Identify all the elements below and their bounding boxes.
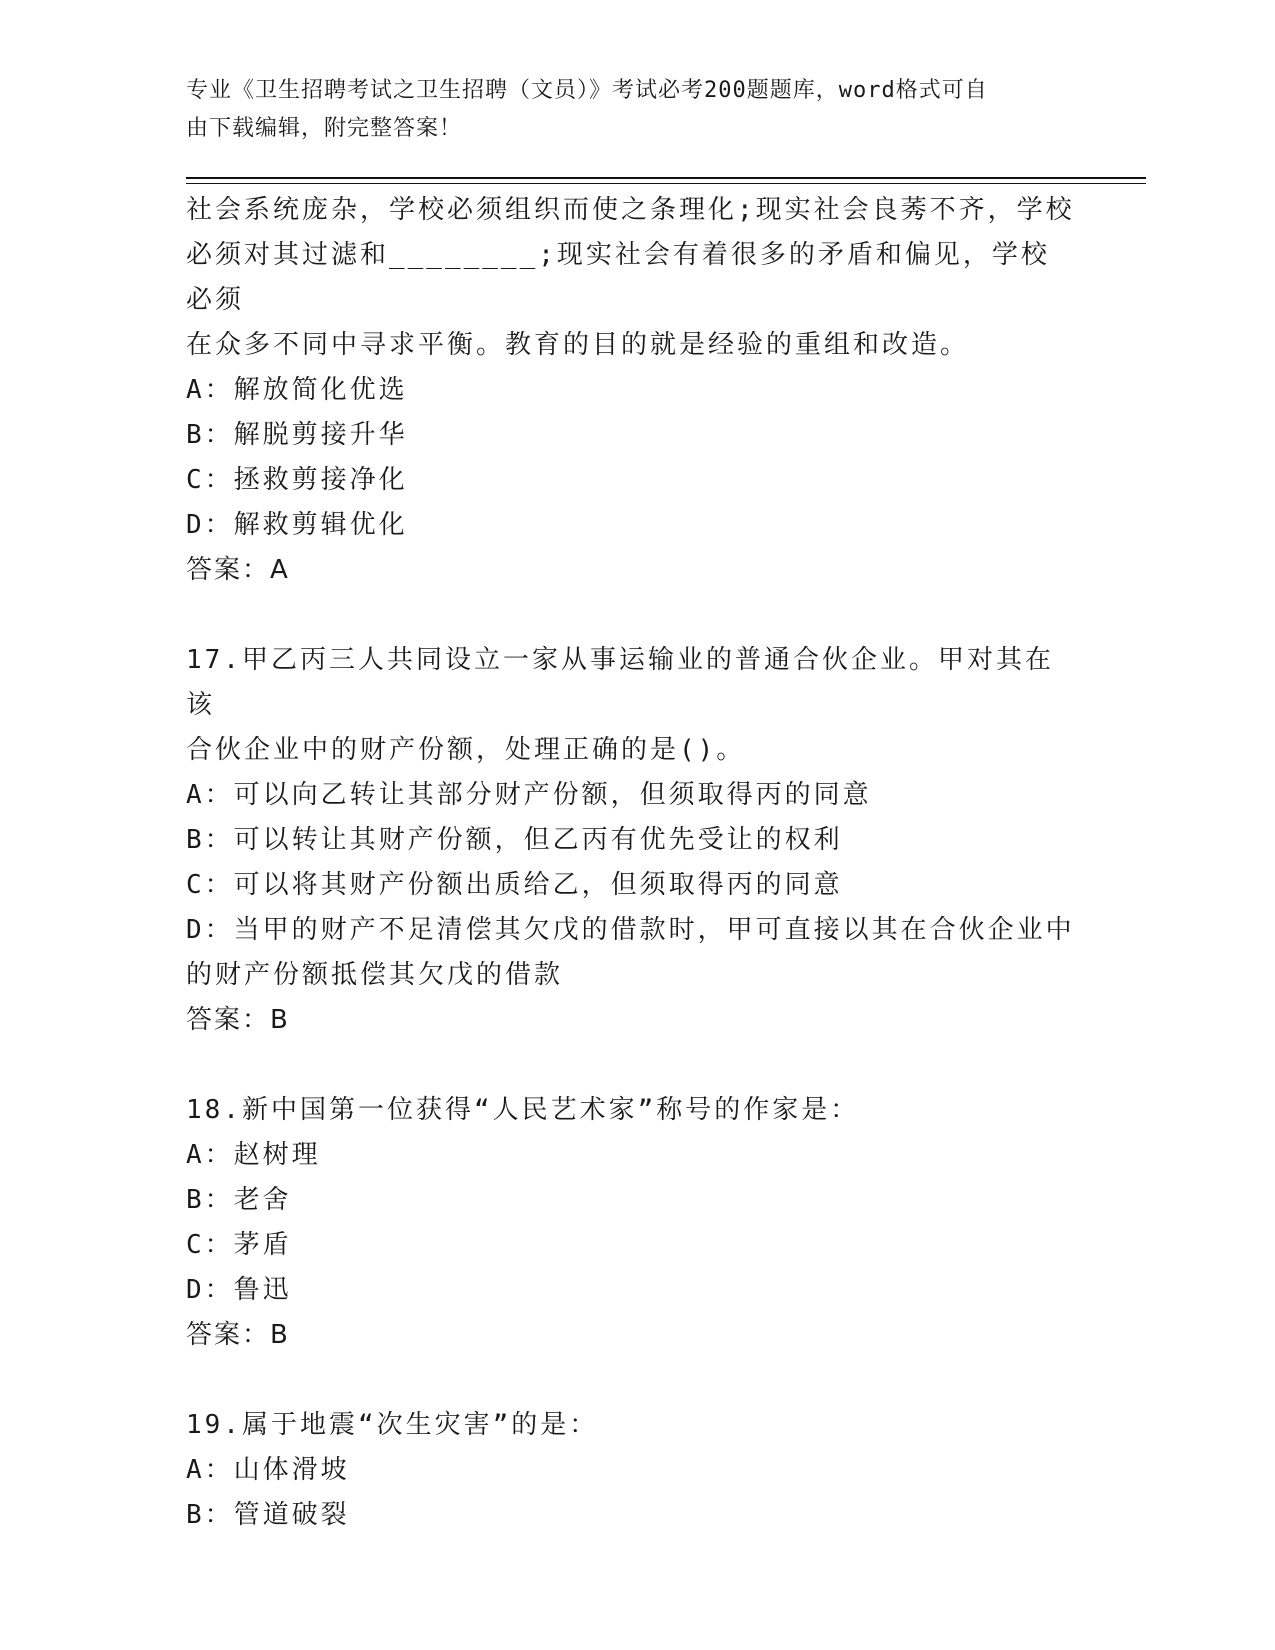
option-c: C：可以将其财产份额出质给乙，但须取得丙的同意 (186, 870, 843, 900)
document-header (186, 72, 1066, 148)
header-divider-thin (186, 183, 1146, 184)
option-b: B：解脱剪接升华 (186, 420, 408, 450)
question-text-line: 18.新中国第一位获得“人民艺术家”称号的作家是： (186, 1095, 860, 1125)
option-d-continued: 的财产份额抵偿其欠戊的借款 (186, 960, 564, 990)
question-16 (186, 188, 1076, 593)
answer: 答案：B (186, 1320, 290, 1350)
question-text-line: 19.属于地震“次生灾害”的是： (186, 1410, 599, 1440)
option-a: A：赵树理 (186, 1140, 321, 1170)
option-b: B：老舍 (186, 1185, 292, 1215)
answer: 答案：A (186, 555, 290, 585)
option-a: A：山体滑坡 (186, 1455, 350, 1485)
header-line-2: 由下载编辑，附完整答案！ (186, 116, 463, 141)
question-text-line: 在众多不同中寻求平衡。教育的目的就是经验的重组和改造。 (186, 330, 970, 360)
option-c: C：茅盾 (186, 1230, 292, 1260)
question-17 (186, 638, 1076, 1043)
option-c: C：拯救剪接净化 (186, 465, 408, 495)
option-a: A：可以向乙转让其部分财产份额，但须取得丙的同意 (186, 780, 872, 810)
question-18 (186, 1088, 1076, 1358)
question-text-line: 社会系统庞杂，学校必须组织而使之条理化;现实社会良莠不齐，学校 (186, 195, 1075, 225)
option-d: D：当甲的财产不足清偿其欠戊的借款时，甲可直接以其在合伙企业中 (186, 915, 1075, 945)
option-a: A：解放简化优选 (186, 375, 408, 405)
header-line-1: 专业《卫生招聘考试之卫生招聘（文员）》考试必考200题题库，word格式可自 (186, 78, 988, 103)
header-divider-thick (186, 177, 1146, 179)
option-d: D：解救剪辑优化 (186, 510, 408, 540)
option-d: D：鲁迅 (186, 1275, 292, 1305)
option-b: B：管道破裂 (186, 1500, 350, 1530)
question-text-line: 17.甲乙丙三人共同设立一家从事运输业的普通合伙企业。甲对其在该 (186, 645, 1054, 720)
question-text-line: 合伙企业中的财产份额，处理正确的是()。 (186, 735, 746, 765)
answer: 答案：B (186, 1005, 290, 1035)
question-text-line: 必须对其过滤和________;现实社会有着很多的矛盾和偏见，学校必须 (186, 240, 1050, 315)
question-19 (186, 1403, 1076, 1538)
question-list (186, 188, 1076, 1538)
option-b: B：可以转让其财产份额，但乙丙有优先受让的权利 (186, 825, 843, 855)
